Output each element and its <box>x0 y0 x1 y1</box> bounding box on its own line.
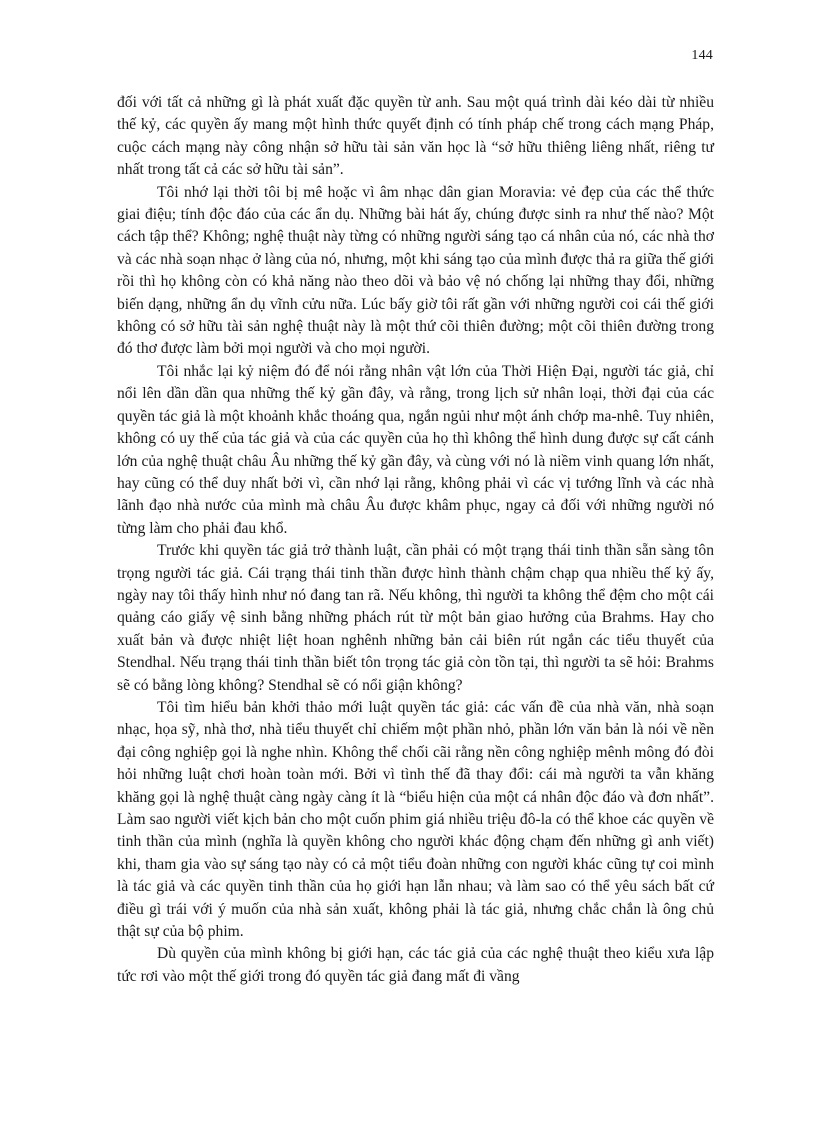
page-number: 144 <box>691 48 713 63</box>
paragraph: Tôi tìm hiểu bản khởi thảo mới luật quyền tác giả: các vấn đề của nhà văn, nhà soạn nhạc, họa sỹ, nhà thơ, nhà tiểu thuyết chỉ chiếm một phần nhỏ, phần lớn văn bản là nói về nền đại công nghiệp gọi là nghe nhìn. Không thể chối cãi rằng nền công nghiệp mênh mông đó đòi hỏi những luật chơi hoàn toàn mới. Bởi vì tình thế đã thay đổi: cái mà người ta vẫn khăng khăng gọi là nghệ thuật càng ngày càng ít là “biểu hiện của một cá nhân độc đáo và đơn nhất”. Làm sao người viết kịch bản cho một cuốn phim giá nhiều triệu đô-la có thể khoe các quyền về tinh thần của mình (nghĩa là quyền không cho người khác động chạm đến những gì anh viết) khi, tham gia vào sự sáng tạo này có cả một tiểu đoàn những con người khác cũng tự coi mình là tác giả và các quyền tinh thần của họ giới hạn lẫn nhau; và làm sao có thể yêu sách bất cứ điều gì trái với ý muốn của nhà sản xuất, không phải là tác giả, nhưng chắc chắn là ông chủ thật sự của bộ phim. <box>117 698 714 941</box>
paragraph: Trước khi quyền tác giả trở thành luật, cần phải có một trạng thái tinh thần sẵn sàng tôn trọng người tác giả. Cái trạng thái tinh thần được hình thành chậm chạp qua nhiều thế kỷ ấy, ngày nay tôi thấy hình như nó đang tan rã. Nếu không, thì người ta không thể đệm cho một cái quảng cáo giấy vệ sinh bằng những phách rút từ một bản giao hưởng của Brahms. Hay cho xuất bản và được nhiệt liệt hoan nghênh những bản cải biên rút ngắn các tiểu thuyết của Stendhal. Nếu trạng thái tinh thần biết tôn trọng tác giả còn tồn tại, thì người ta sẽ hỏi: Brahms sẽ có bằng lòng không? Stendhal sẽ có nổi giận không? <box>117 542 714 694</box>
body-text <box>117 92 714 988</box>
paragraph: Tôi nhắc lại kỷ niệm đó để nói rằng nhân vật lớn của Thời Hiện Đại, người tác giả, chỉ nổi lên dần dần qua những thế kỷ gần đây, và rằng, trong lịch sử nhân loại, thời đại của các quyền tác giả là một khoảnh khắc thoáng qua, ngắn ngủi như một ánh chớp ma-nhê. Tuy nhiên, không có uy thế của tác giả và của các quyền của họ thì không thể hình dung được sự cất cánh lớn của nghệ thuật châu Âu những thế kỷ gần đây, và cùng với nó là niềm vinh quang lớn nhất, hay cũng có thể duy nhất bởi vì, cần nhớ lại rằng, không phải vì các vị tướng lĩnh và các nhà lãnh đạo nhà nước của mình mà châu Âu được khâm phục, ngay cả đối với những người nó từng làm cho phải đau khổ. <box>117 362 714 537</box>
paragraph: Dù quyền của mình không bị giới hạn, các tác giả của các nghệ thuật theo kiểu xưa lập tức rơi vào một thế giới trong đó quyền tác giả đang mất đi vầng <box>117 945 714 985</box>
paragraph: đối với tất cả những gì là phát xuất đặc quyền từ anh. Sau một quá trình dài kéo dài từ nhiều thế kỷ, các quyền ấy mang một hình thức quyết định có tính pháp chế trong cách mạng Pháp, cuộc cách mạng này công nhận sở hữu tài sản văn học là “sở hữu thiêng liêng nhất, riêng tư nhất trong tất cả các sở hữu tài sản”. <box>117 94 714 179</box>
paragraph: Tôi nhớ lại thời tôi bị mê hoặc vì âm nhạc dân gian Moravia: vẻ đẹp của các thể thức giai điệu; tính độc đáo của các ẩn dụ. Những bài hát ấy, chúng được sinh ra như thế nào? Một cách tập thể? Không; nghệ thuật này từng có những người sáng tạo cá nhân của nó, các nhà thơ và các nhà soạn nhạc ở làng của nó, nhưng, một khi sáng tạo của mình được thả ra giữa thế giới rồi thì họ không còn có khả năng nào theo dõi và bảo vệ nó chống lại những thay đổi, những biến dạng, những ẩn dụ vĩnh cửu nữa. Lúc bấy giờ tôi rất gần với những người coi cái thế giới không có sở hữu tài sản nghệ thuật này là một thứ cõi thiên đường; một cõi thiên đường trong đó thơ được làm bởi mọi người và cho mọi người. <box>117 183 715 358</box>
